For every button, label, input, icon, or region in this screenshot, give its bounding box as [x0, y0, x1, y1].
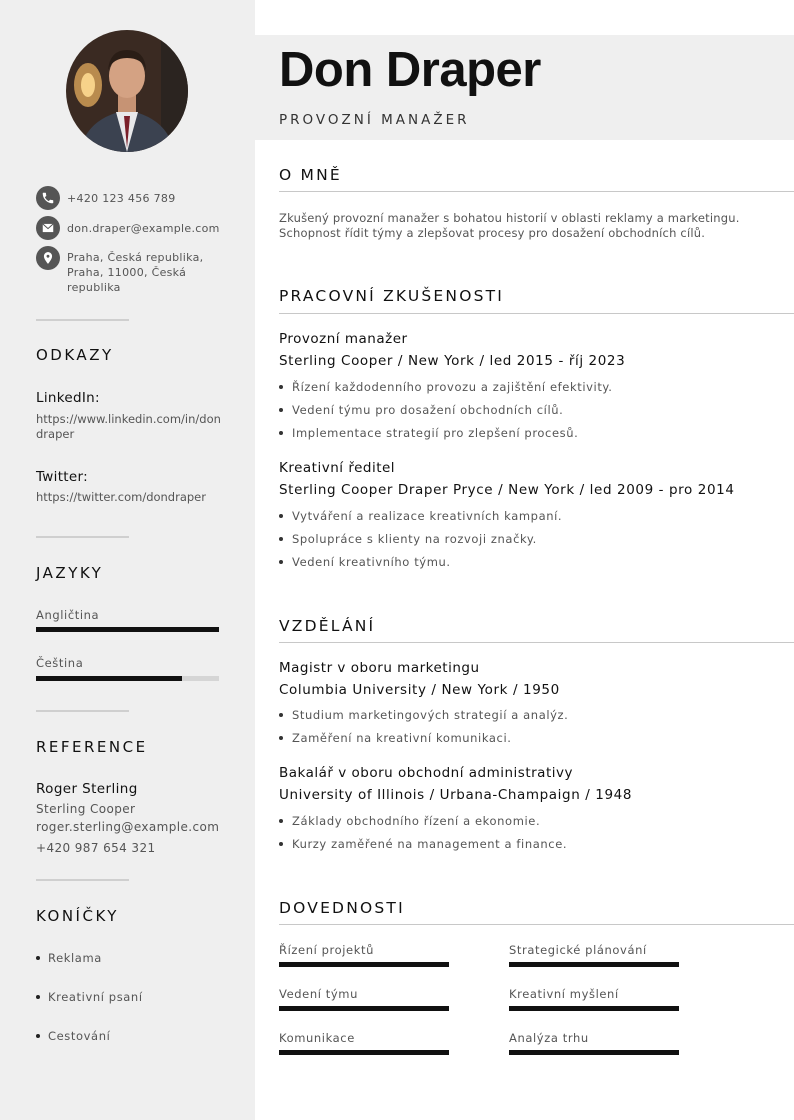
experience-role: Kreativní ředitel	[279, 460, 396, 476]
skill-label: Analýza trhu	[509, 1031, 589, 1045]
envelope-icon	[36, 216, 60, 240]
experience-bullet: Spolupráce s klienty na rozvoji značky.	[279, 532, 537, 546]
contact-address	[36, 246, 217, 295]
section-rule	[279, 642, 794, 643]
sidebar-divider	[36, 879, 129, 881]
skill-label: Kreativní myšlení	[509, 987, 619, 1001]
education-bullet: Základy obchodního řízení a ekonomie.	[279, 814, 540, 828]
phone-text: +420 123 456 789	[67, 192, 176, 205]
address-text: Praha, Česká republika, Praha, 11000, Česká republika	[67, 251, 204, 294]
email-text: don.draper@example.com	[67, 222, 220, 235]
sidebar-divider	[36, 319, 129, 321]
job-title: PROVOZNÍ MANAŽER	[279, 112, 470, 128]
skill-label: Vedení týmu	[279, 987, 358, 1001]
skill-bar	[509, 1050, 679, 1055]
twitter-label: Twitter:	[36, 469, 88, 485]
hobbies-heading: KONÍČKY	[36, 907, 119, 925]
education-bullet: Zaměření na kreativní komunikaci.	[279, 731, 512, 745]
location-pin-icon	[36, 246, 60, 270]
section-rule	[279, 924, 794, 925]
section-rule	[279, 191, 794, 192]
experience-heading: PRACOVNÍ ZKUŠENOSTI	[279, 287, 505, 305]
experience-company: Sterling Cooper Draper Pryce / New York / led 2009 - pro 2014	[279, 482, 735, 498]
experience-bullet: Vedení týmu pro dosažení obchodních cílů.	[279, 403, 563, 417]
education-degree: Bakalář v oboru obchodní administrativy	[279, 765, 573, 781]
about-text: Zkušený provozní manažer s bohatou historií v oblasti reklamy a marketingu. Schopnost řídit týmy a zlepšovat procesy pro dosažení obchodních cílů.	[279, 211, 740, 240]
reference-company: Sterling Cooper	[36, 802, 136, 816]
education-degree: Magistr v oboru marketingu	[279, 660, 480, 676]
contact-phone	[36, 186, 217, 210]
education-school: Columbia University / New York / 1950	[279, 682, 560, 698]
language-label: Čeština	[36, 656, 84, 670]
sidebar-divider	[36, 536, 129, 538]
experience-bullet: Vedení kreativního týmu.	[279, 555, 451, 569]
skill-bar	[279, 962, 449, 967]
language-bar	[36, 676, 219, 681]
skills-heading: DOVEDNOSTI	[279, 899, 405, 917]
skill-bar	[509, 962, 679, 967]
education-bullet: Studium marketingových strategií a analýz.	[279, 708, 568, 722]
education-school: University of Illinois / Urbana-Champaign / 1948	[279, 787, 633, 803]
experience-bullet: Vytváření a realizace kreativních kampaní.	[279, 509, 562, 523]
experience-company: Sterling Cooper / New York / led 2015 - říj 2023	[279, 353, 626, 369]
section-rule	[279, 313, 794, 314]
skill-bar	[509, 1006, 679, 1011]
experience-bullet: Řízení každodenního provozu a zajištění efektivity.	[279, 380, 612, 394]
hobby-item: Reklama	[36, 951, 102, 965]
references-heading: REFERENCE	[36, 738, 148, 756]
skill-bar	[279, 1050, 449, 1055]
sidebar-divider	[36, 710, 129, 712]
reference-name: Roger Sterling	[36, 781, 138, 797]
languages-heading: JAZYKY	[36, 564, 104, 582]
person-name: Don Draper	[279, 43, 541, 97]
skill-label: Řízení projektů	[279, 943, 374, 957]
linkedin-link[interactable]: https://www.linkedin.com/in/dondraper	[36, 412, 221, 441]
skill-bar	[279, 1006, 449, 1011]
experience-role: Provozní manažer	[279, 331, 408, 347]
hobby-item: Kreativní psaní	[36, 990, 143, 1004]
skill-label: Komunikace	[279, 1031, 355, 1045]
contact-email	[36, 216, 220, 240]
phone-icon	[36, 186, 60, 210]
about-heading: O MNĚ	[279, 166, 342, 184]
linkedin-label: LinkedIn:	[36, 390, 100, 406]
links-heading: ODKAZY	[36, 346, 114, 364]
skill-label: Strategické plánování	[509, 943, 647, 957]
hobby-item: Cestování	[36, 1029, 110, 1043]
language-bar	[36, 627, 219, 632]
reference-email: roger.sterling@example.com	[36, 820, 220, 834]
experience-bullet: Implementace strategií pro zlepšení procesů.	[279, 426, 578, 440]
twitter-link[interactable]: https://twitter.com/dondraper	[36, 490, 206, 504]
language-label: Angličtina	[36, 608, 100, 622]
profile-photo	[66, 30, 188, 152]
education-heading: VZDĚLÁNÍ	[279, 617, 376, 635]
reference-phone: +420 987 654 321	[36, 841, 156, 855]
education-bullet: Kurzy zaměřené na management a finance.	[279, 837, 567, 851]
